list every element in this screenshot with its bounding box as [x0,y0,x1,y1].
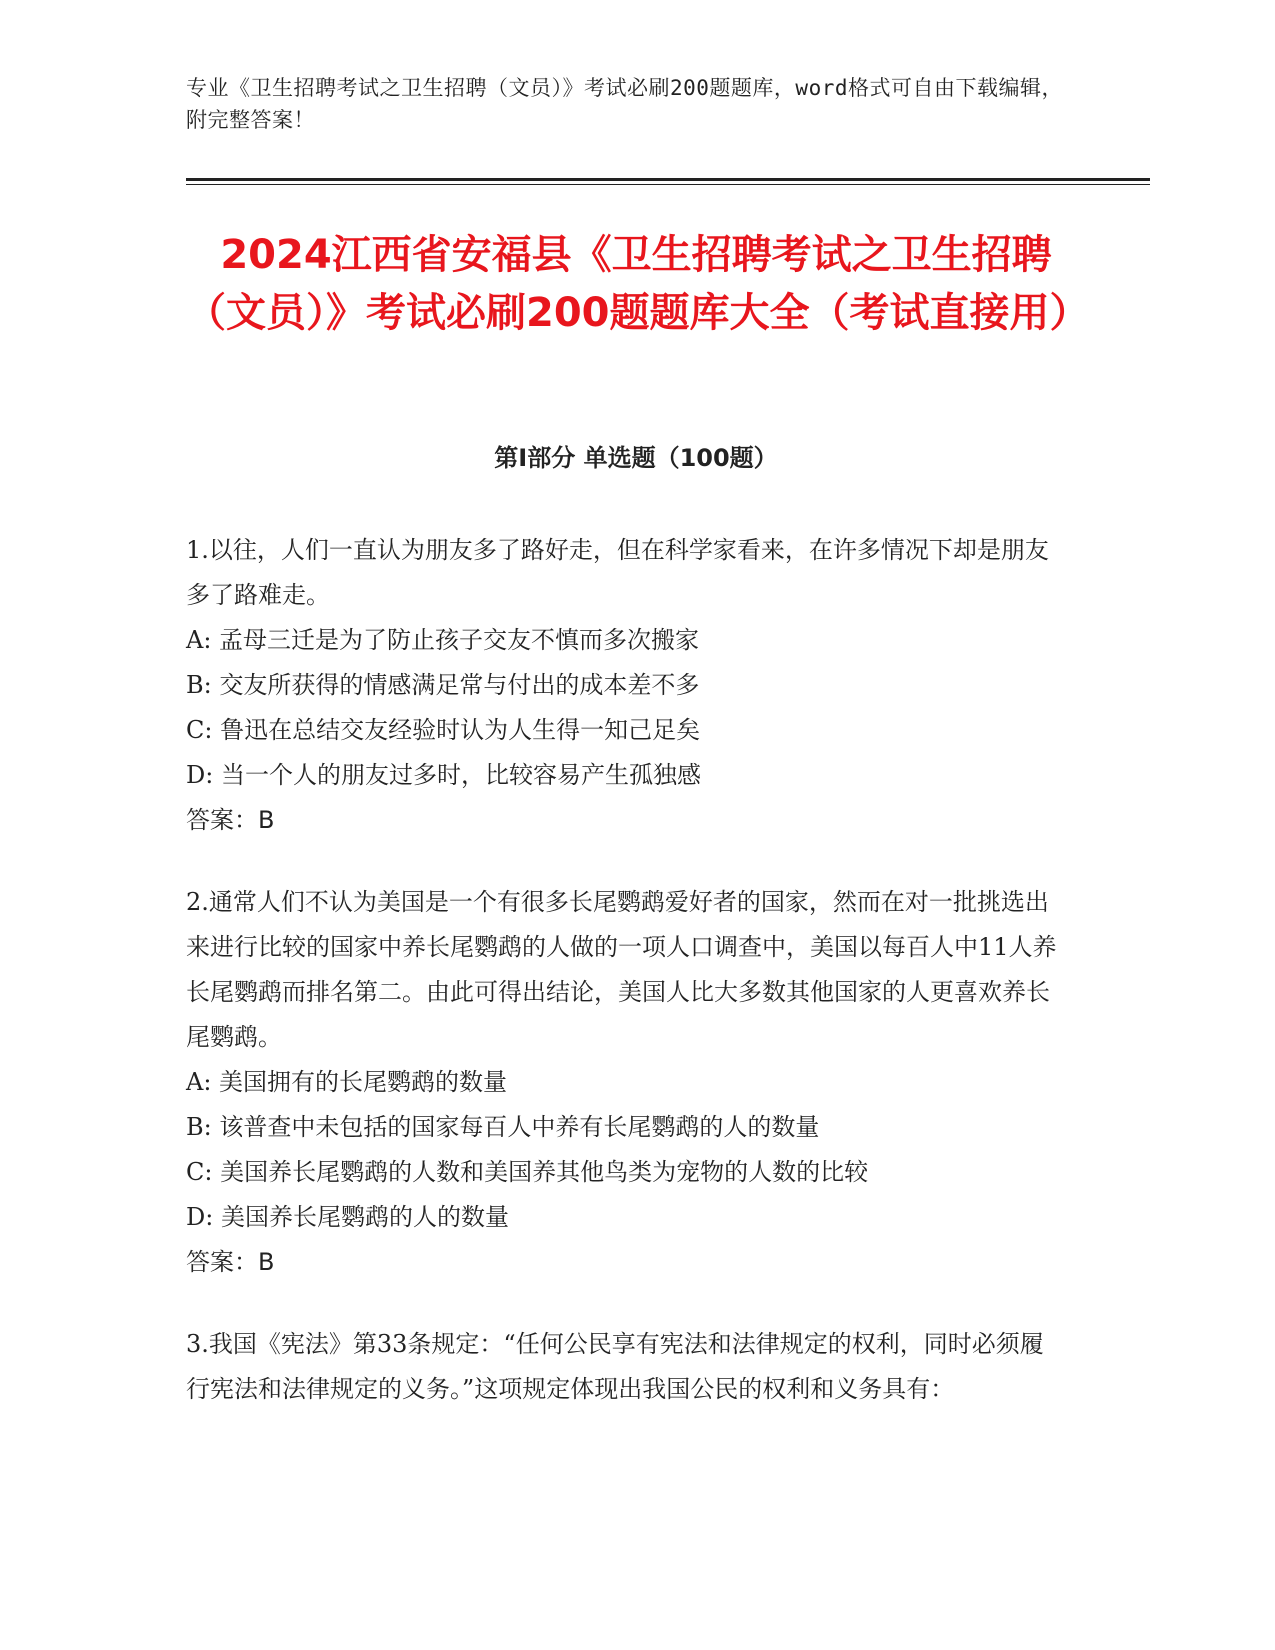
option-d: D: 美国养长尾鹦鹉的人的数量 [186,1203,509,1231]
document-title: 2024江西省安福县《卫生招聘考试之卫生招聘（文员）》考试必刷200题题库大全（考试直接用） [186,232,1090,336]
option-c: C: 美国养长尾鹦鹉的人数和美国养其他鸟类为宠物的人数的比较 [186,1158,869,1186]
question-stem: 3.我国《宪法》第33条规定：“任何公民享有宪法和法律规定的权利，同时必须履行宪法和法律规定的义务。”这项规定体现出我国公民的权利和义务具有： [186,1330,1044,1403]
question-3 [186,1322,1066,1412]
option-c: C: 鲁迅在总结交友经验时认为人生得一知己足矣 [186,716,701,744]
option-a: A: 孟母三迁是为了防止孩子交友不慎而多次搬家 [186,626,700,654]
section-heading: 第Ⅰ部分 单选题（100题） [494,444,778,472]
option-b: B: 交友所获得的情感满足常与付出的成本差不多 [186,671,700,699]
option-d: D: 当一个人的朋友过多时，比较容易产生孤独感 [186,761,701,789]
question-list [186,528,1066,1449]
answer: 答案：B [186,806,275,834]
question-stem: 2.通常人们不认为美国是一个有很多长尾鹦鹉爱好者的国家，然而在对一批挑选出来进行比较的国家中养长尾鹦鹉的人做的一项人口调查中，美国以每百人中11人养长尾鹦鹉而排名第二。由此可得出结论，美国人比大多数其他国家的人更喜欢养长尾鹦鹉。 [186,888,1057,1051]
header-note: 专业《卫生招聘考试之卫生招聘（文员）》考试必刷200题题库，word格式可自由下载编辑，附完整答案！ [186,76,1063,132]
question-stem: 1.以往，人们一直认为朋友多了路好走，但在科学家看来，在许多情况下却是朋友多了路难走。 [186,536,1049,609]
option-b: B: 该普查中未包括的国家每百人中养有长尾鹦鹉的人的数量 [186,1113,820,1141]
header-divider-thin [186,184,1150,185]
option-a: A: 美国拥有的长尾鹦鹉的数量 [186,1068,508,1096]
question-1 [186,528,1066,843]
header-divider-thick [186,178,1150,181]
answer: 答案：B [186,1248,275,1276]
question-2 [186,880,1066,1285]
